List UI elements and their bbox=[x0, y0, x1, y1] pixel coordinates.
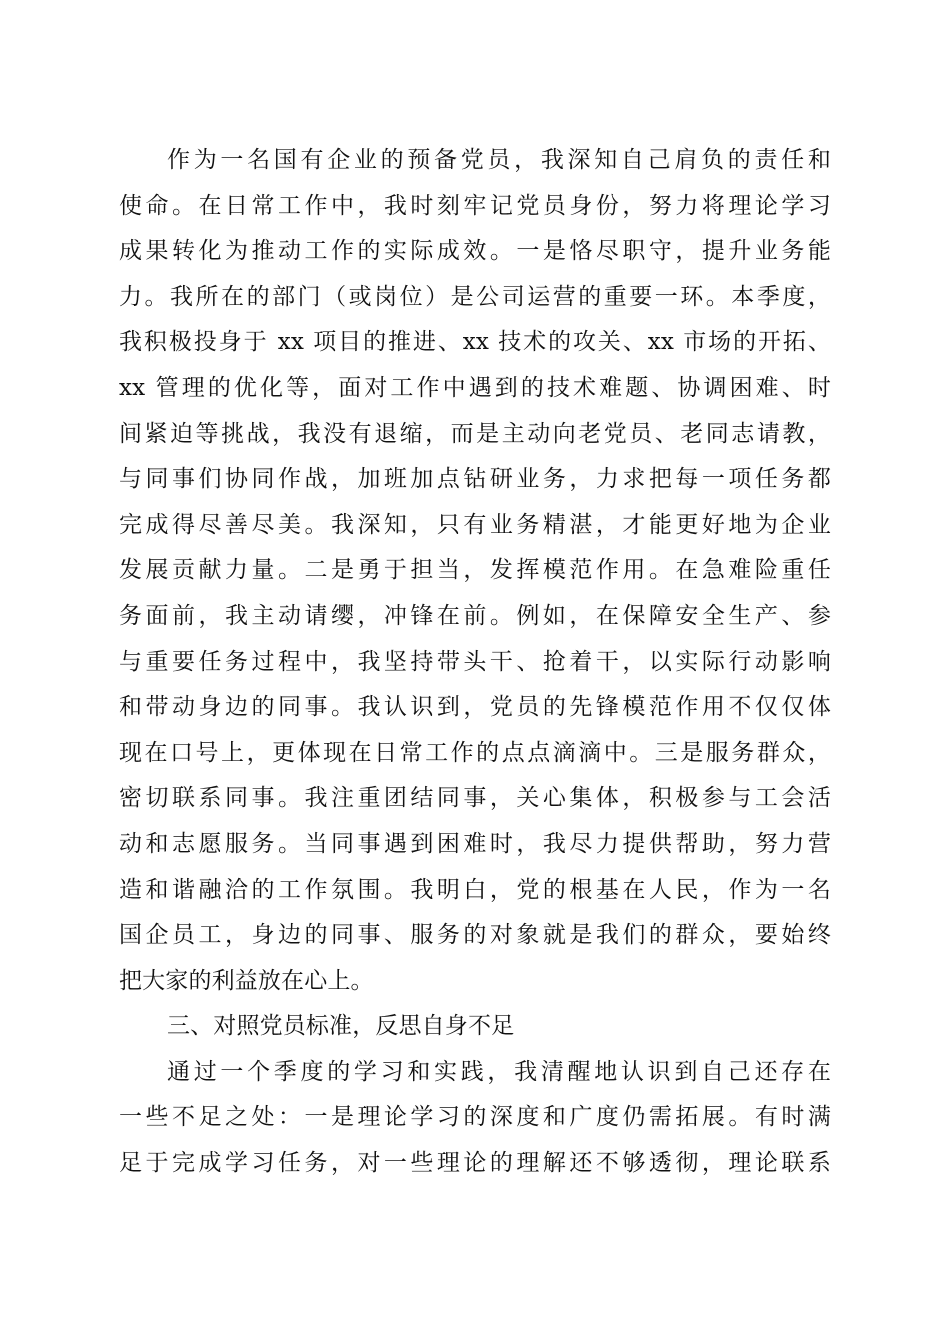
paragraph-1-line: 密切联系同事。我注重团结同事，关心集体，积极参与工会活 bbox=[119, 785, 831, 812]
paragraph-1-line: 与同事们协同作战，加班加点钻研业务，力求把每一项任务都 bbox=[119, 466, 831, 493]
paragraph-1-line: 发展贡献力量。二是勇于担当，发挥模范作用。在急难险重任 bbox=[119, 557, 831, 584]
paragraph-1-line: 造和谐融洽的工作氛围。我明白，党的根基在人民，作为一名 bbox=[119, 876, 831, 903]
paragraph-1-line: 使命。在日常工作中，我时刻牢记党员身份，努力将理论学习 bbox=[119, 192, 831, 219]
paragraph-2-line: 一些不足之处：一是理论学习的深度和广度仍需拓展。有时满 bbox=[119, 1104, 831, 1131]
section-heading-3: 三、对照党员标准，反思自身不足 bbox=[167, 1013, 515, 1040]
paragraph-1-line: 国企员工，身边的同事、服务的对象就是我们的群众，要始终 bbox=[119, 922, 831, 949]
paragraph-1-line: 作为一名国有企业的预备党员，我深知自己肩负的责任和 bbox=[167, 147, 831, 173]
paragraph-1-line: 我积极投身于 xx 项目的推进、xx 技术的攻关、xx 市场的开拓、 bbox=[119, 329, 831, 356]
paragraph-1-line: 力。我所在的部门（或岗位）是公司运营的重要一环。本季度， bbox=[119, 283, 831, 310]
paragraph-1-line: 现在口号上，更体现在日常工作的点点滴滴中。三是服务群众， bbox=[119, 739, 831, 766]
paragraph-1-line: 与重要任务过程中，我坚持带头干、抢着干，以实际行动影响 bbox=[119, 648, 831, 675]
paragraph-1-line: 完成得尽善尽美。我深知，只有业务精湛，才能更好地为企业 bbox=[119, 511, 831, 538]
paragraph-2-line: 足于完成学习任务，对一些理论的理解还不够透彻，理论联系 bbox=[119, 1150, 831, 1177]
paragraph-1-line: 成果转化为推动工作的实际成效。一是恪尽职守，提升业务能 bbox=[119, 238, 831, 265]
paragraph-2-line: 通过一个季度的学习和实践，我清醒地认识到自己还存在 bbox=[167, 1058, 831, 1085]
paragraph-1-line: 间紧迫等挑战，我没有退缩，而是主动向老党员、老同志请教， bbox=[119, 420, 831, 447]
paragraph-1-last-line: 把大家的利益放在心上。 bbox=[119, 967, 374, 994]
paragraph-1-line: 务面前，我主动请缨，冲锋在前。例如，在保障安全生产、参 bbox=[119, 602, 831, 629]
paragraph-1-line: 和带动身边的同事。我认识到，党员的先锋模范作用不仅仅体 bbox=[119, 694, 831, 721]
document-body bbox=[119, 138, 831, 1187]
paragraph-1-line: 动和志愿服务。当同事遇到困难时，我尽力提供帮助，努力营 bbox=[119, 830, 831, 857]
paragraph-1-line: xx 管理的优化等，面对工作中遇到的技术难题、协调困难、时 bbox=[119, 374, 831, 401]
